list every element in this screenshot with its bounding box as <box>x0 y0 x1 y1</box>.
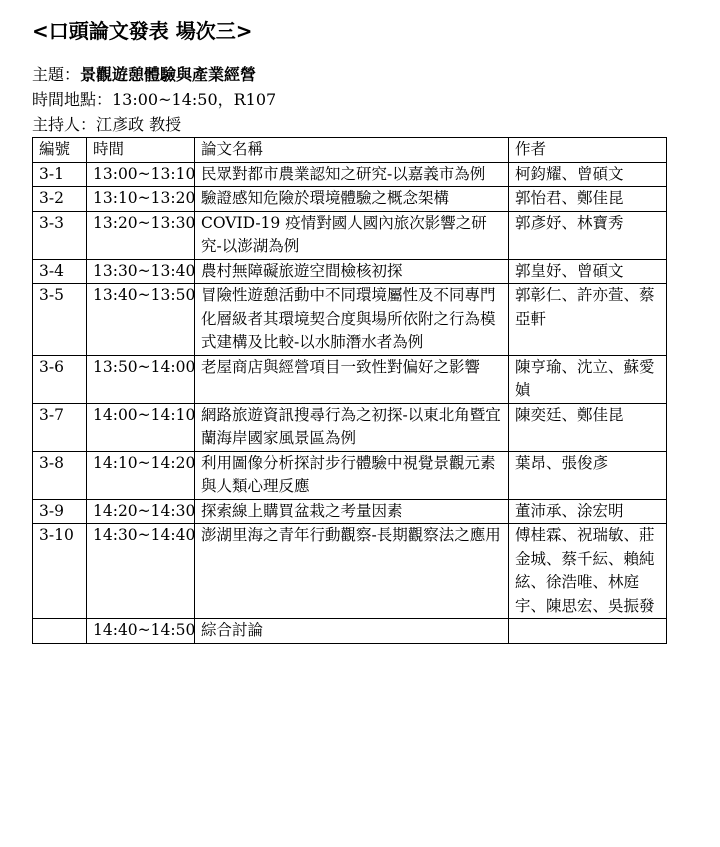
table-row <box>33 619 667 644</box>
cell-paper-title: 澎湖里海之青年行動觀察-長期觀察法之應用 <box>195 524 509 619</box>
cell-authors: 柯鈞耀、曾碩文 <box>509 162 667 187</box>
cell-time: 14:00~14:10 <box>87 403 195 451</box>
table-row <box>33 211 667 259</box>
cell-id: 3-4 <box>33 259 87 284</box>
cell-id: 3-1 <box>33 162 87 187</box>
table-row <box>33 499 667 524</box>
cell-paper-title: 探索線上購買盆栽之考量因素 <box>195 499 509 524</box>
cell-id: 3-7 <box>33 403 87 451</box>
cell-time: 14:10~14:20 <box>87 451 195 499</box>
cell-time: 14:30~14:40 <box>87 524 195 619</box>
schedule-table <box>32 137 667 644</box>
cell-id: 3-5 <box>33 284 87 356</box>
cell-id: 3-6 <box>33 355 87 403</box>
cell-paper-title: 網路旅遊資訊搜尋行為之初探-以東北角暨宜蘭海岸國家風景區為例 <box>195 403 509 451</box>
theme-label: 主題： <box>32 65 81 84</box>
header-authors: 作者 <box>509 138 667 163</box>
table-row <box>33 284 667 356</box>
header-title: 論文名稱 <box>195 138 509 163</box>
cell-id: 3-10 <box>33 524 87 619</box>
table-header-row <box>33 138 667 163</box>
cell-id: 3-8 <box>33 451 87 499</box>
table-row <box>33 451 667 499</box>
cell-time: 13:50~14:00 <box>87 355 195 403</box>
cell-id: 3-2 <box>33 187 87 212</box>
cell-paper-title: 綜合討論 <box>195 619 509 644</box>
table-row <box>33 524 667 619</box>
cell-authors: 郭怡君、鄭佳昆 <box>509 187 667 212</box>
cell-authors: 陳奕廷、鄭佳昆 <box>509 403 667 451</box>
cell-authors: 傅桂霖、祝瑞敏、莊金城、蔡千紜、賴純絃、徐浩唯、林庭宇、陳思宏、吳振發 <box>509 524 667 619</box>
cell-id: 3-9 <box>33 499 87 524</box>
table-row <box>33 403 667 451</box>
cell-time: 13:10~13:20 <box>87 187 195 212</box>
cell-time: 13:00~13:10 <box>87 162 195 187</box>
cell-paper-title: 農村無障礙旅遊空間檢核初探 <box>195 259 509 284</box>
theme-text: 景觀遊憩體驗與產業經營 <box>80 65 257 84</box>
cell-authors: 郭彥妤、林寶秀 <box>509 211 667 259</box>
session-time-place: 時間地點：13:00~14:50，R107 <box>32 90 277 109</box>
cell-authors: 郭彰仁、許亦萱、蔡亞軒 <box>509 284 667 356</box>
session-host: 主持人：江彥政 教授 <box>32 115 182 134</box>
cell-id <box>33 619 87 644</box>
table-body <box>33 162 667 643</box>
cell-paper-title: 驗證感知危險於環境體驗之概念架構 <box>195 187 509 212</box>
cell-time: 14:40~14:50 <box>87 619 195 644</box>
table-row <box>33 187 667 212</box>
session-title: <口頭論文發表 場次三> <box>32 19 253 43</box>
cell-time: 14:20~14:30 <box>87 499 195 524</box>
header-id: 編號 <box>33 138 87 163</box>
cell-authors: 郭皇妤、曾碩文 <box>509 259 667 284</box>
table-row <box>33 355 667 403</box>
header-time: 時間 <box>87 138 195 163</box>
cell-paper-title: 老屋商店與經營項目一致性對偏好之影響 <box>195 355 509 403</box>
cell-authors: 葉昂、張俊彥 <box>509 451 667 499</box>
cell-id: 3-3 <box>33 211 87 259</box>
cell-time: 13:40~13:50 <box>87 284 195 356</box>
cell-paper-title: 利用圖像分析探討步行體驗中視覺景觀元素與人類心理反應 <box>195 451 509 499</box>
table-row <box>33 259 667 284</box>
cell-paper-title: 冒險性遊憩活動中不同環境屬性及不同專門化層級者其環境契合度與場所依附之行為模式建構及比較-以水肺潛水者為例 <box>195 284 509 356</box>
cell-authors <box>509 619 667 644</box>
table-row <box>33 162 667 187</box>
session-theme <box>32 62 720 87</box>
cell-time: 13:20~13:30 <box>87 211 195 259</box>
cell-authors: 陳亨瑜、沈立、蘇愛媜 <box>509 355 667 403</box>
cell-paper-title: 民眾對都市農業認知之研究-以嘉義市為例 <box>195 162 509 187</box>
cell-authors: 董沛承、涂宏明 <box>509 499 667 524</box>
cell-paper-title: COVID-19 疫情對國人國內旅次影響之研究-以澎湖為例 <box>195 211 509 259</box>
cell-time: 13:30~13:40 <box>87 259 195 284</box>
